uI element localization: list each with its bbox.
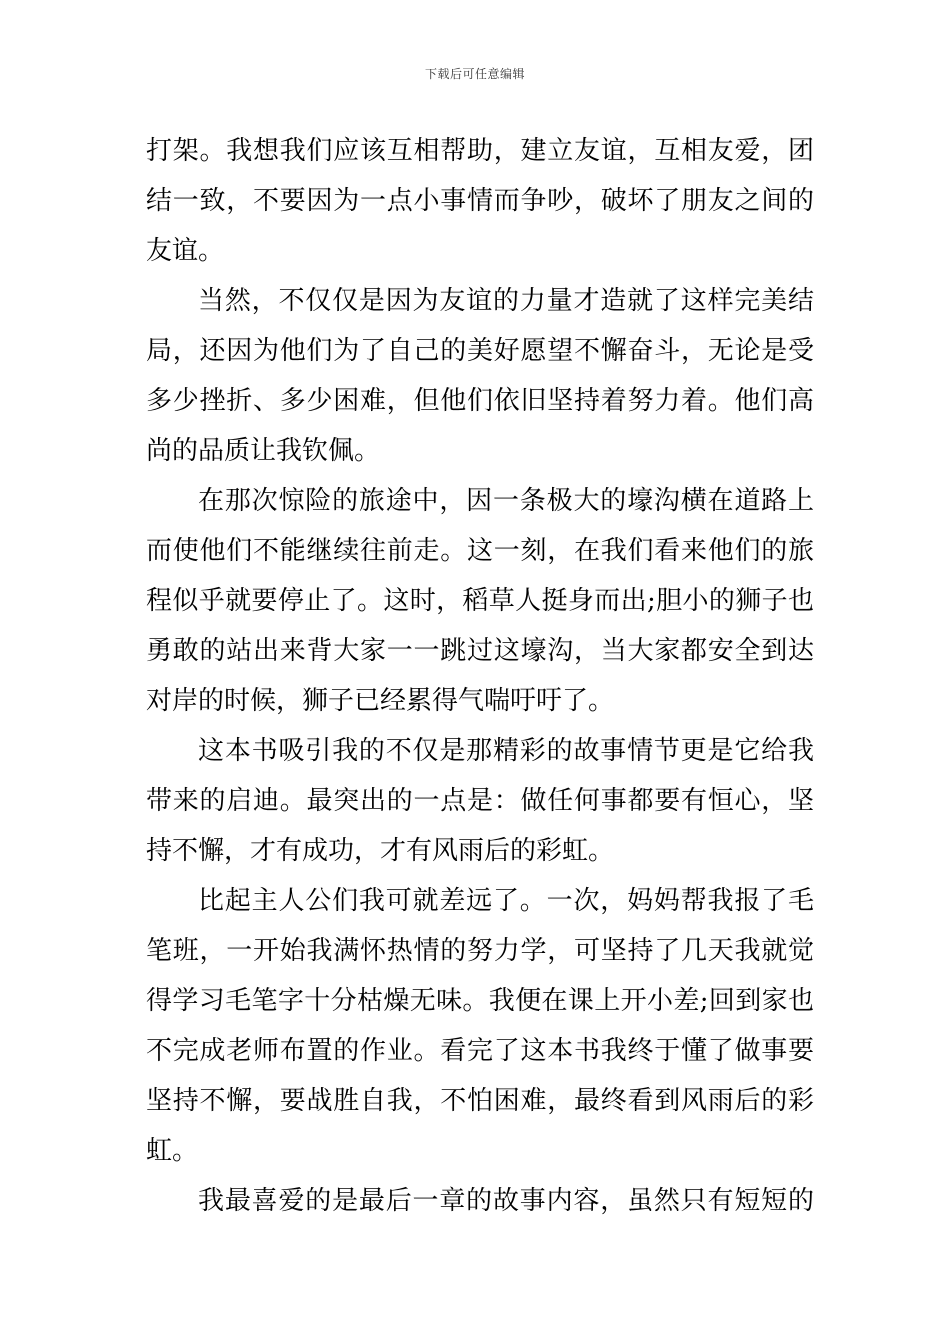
text-line: 不完成老师布置的作业。看完了这本书我终于懂了做事要 xyxy=(146,1036,814,1066)
text-line: 在那次惊险的旅途中，因一条极大的壕沟横在道路上 xyxy=(198,486,814,516)
paragraph xyxy=(146,876,814,1176)
text-line: 多少挫折、多少困难，但他们依旧坚持着努力着。他们高 xyxy=(146,386,814,416)
paragraph xyxy=(146,476,814,726)
page-header: 下载后可任意编辑 xyxy=(424,67,525,81)
text-line: 而使他们不能继续往前走。这一刻，在我们看来他们的旅 xyxy=(146,536,814,566)
text-line: 持不懈，才有成功，才有风雨后的彩虹。 xyxy=(146,836,615,866)
text-line: 结一致，不要因为一点小事情而争吵，破坏了朋友之间的 xyxy=(146,186,814,216)
document-body xyxy=(146,126,814,1226)
paragraph xyxy=(146,276,814,476)
text-line: 对岸的时候，狮子已经累得气喘吁吁了。 xyxy=(146,686,615,716)
paragraph xyxy=(146,1176,814,1226)
paragraph xyxy=(146,126,814,276)
text-line: 我最喜爱的是最后一章的故事内容，虽然只有短短的 xyxy=(198,1186,814,1216)
text-line: 带来的启迪。最突出的一点是：做任何事都要有恒心，坚 xyxy=(146,786,814,816)
text-line: 坚持不懈，要战胜自我，不怕困难，最终看到风雨后的彩 xyxy=(146,1086,814,1116)
text-line: 勇敢的站出来背大家一一跳过这壕沟，当大家都安全到达 xyxy=(146,636,814,666)
text-line: 友谊。 xyxy=(146,236,225,266)
text-line: 当然，不仅仅是因为友谊的力量才造就了这样完美结 xyxy=(198,286,814,316)
text-line: 这本书吸引我的不仅是那精彩的故事情节更是它给我 xyxy=(198,736,814,766)
paragraph xyxy=(146,726,814,876)
text-line: 打架。我想我们应该互相帮助，建立友谊，互相友爱，团 xyxy=(146,136,814,166)
text-line: 比起主人公们我可就差远了。一次，妈妈帮我报了毛 xyxy=(198,886,814,916)
text-line: 虹。 xyxy=(146,1136,199,1166)
text-line: 局，还因为他们为了自己的美好愿望不懈奋斗，无论是受 xyxy=(146,336,814,366)
text-line: 尚的品质让我钦佩。 xyxy=(146,436,381,466)
text-line: 笔班，一开始我满怀热情的努力学，可坚持了几天我就觉 xyxy=(146,936,814,966)
text-line: 得学习毛笔字十分枯燥无味。我便在课上开小差;回到家也 xyxy=(146,986,814,1016)
text-line: 程似乎就要停止了。这时，稻草人挺身而出;胆小的狮子也 xyxy=(146,586,814,616)
